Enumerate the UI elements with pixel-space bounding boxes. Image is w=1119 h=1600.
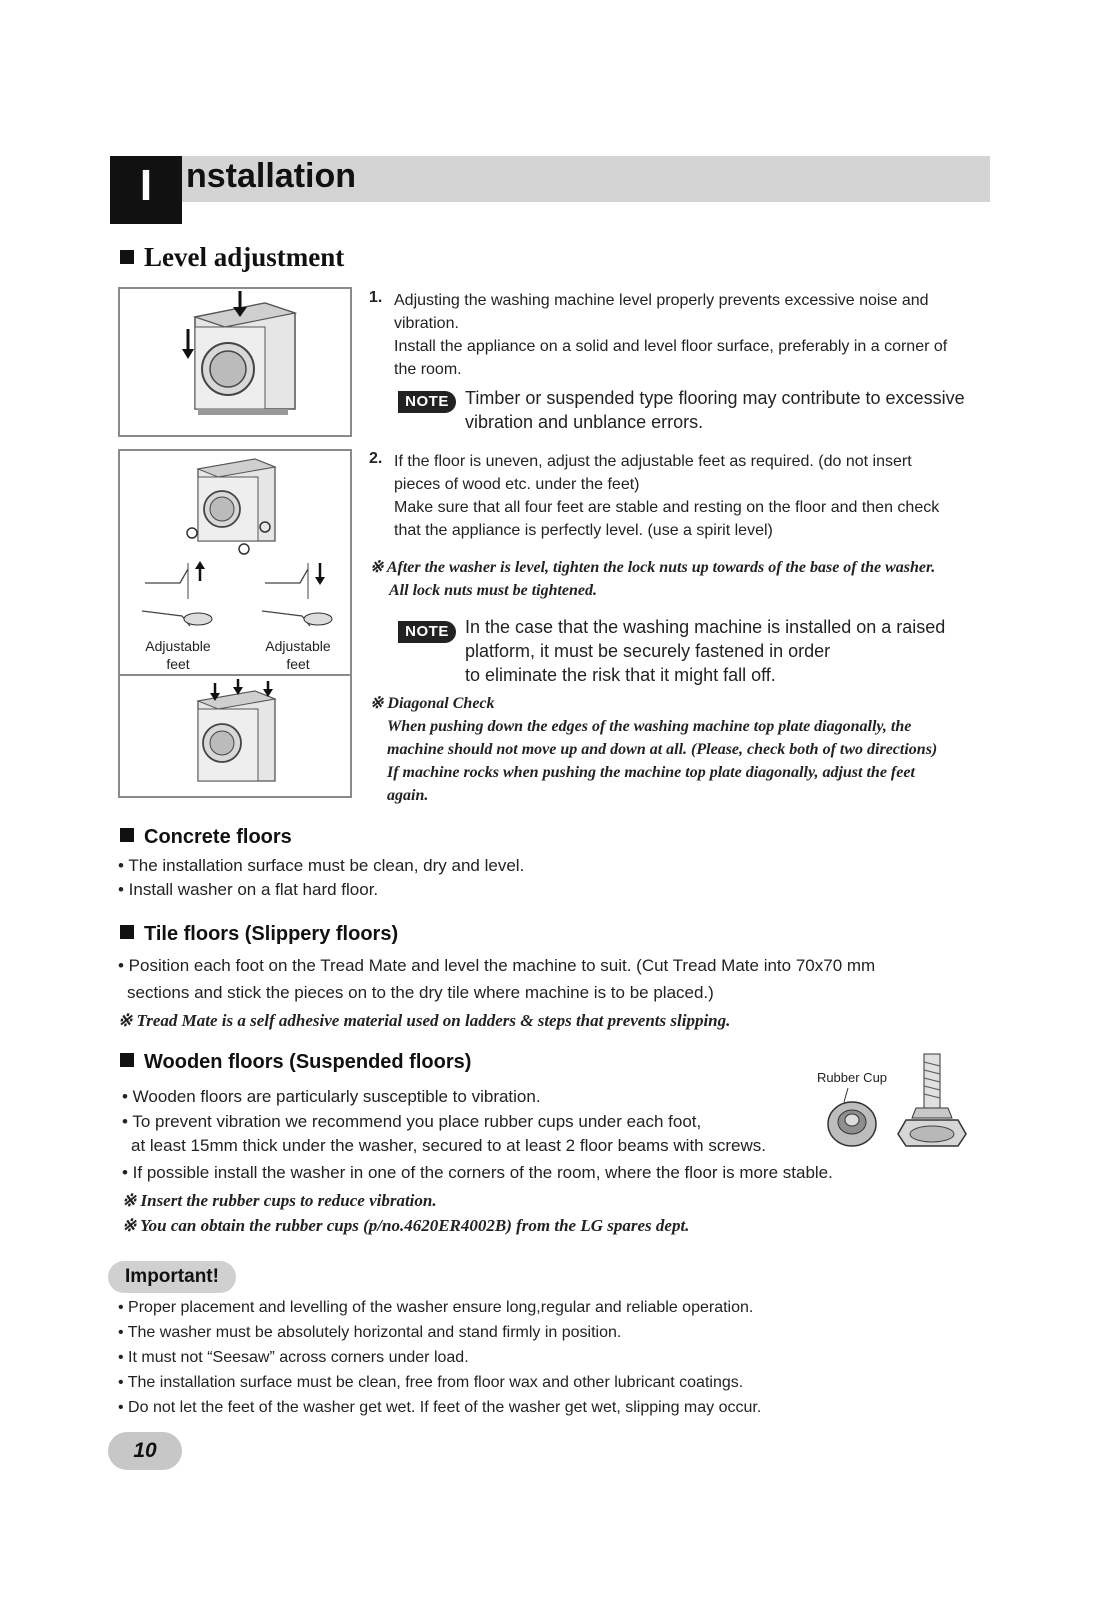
important-item: • It must not “Seesaw” across corners under load.: [118, 1349, 469, 1366]
note-badge: NOTE: [398, 391, 456, 413]
wooden-bullet-1: • Wooden floors are particularly susceptible to vibration.: [122, 1087, 541, 1106]
wooden-bullet-2: • To prevent vibration we recommend you place rubber cups under each foot,: [122, 1112, 702, 1131]
tile-bullet-1-cont: sections and stick the pieces on to the dry tile where machine is to be placed.): [127, 983, 714, 1002]
level-adjustment-heading: Level adjustment: [120, 242, 344, 273]
rubber-cups-note-2: ※ You can obtain the rubber cups (p/no.4620ER4002B) from the LG spares dept.: [122, 1216, 690, 1235]
header-initial-letter: I: [139, 161, 153, 210]
concrete-bullet-1: • The installation surface must be clean, dry and level.: [118, 856, 525, 875]
square-bullet-icon: [120, 828, 134, 842]
step-1-text: Adjusting the washing machine level properly prevents excessive noise and vibration. Install the appliance on a solid and level floor surface, preferably in a corner of the room.: [394, 292, 948, 378]
rubber-cup-illustration: [820, 1050, 970, 1160]
important-item: • The installation surface must be clean, free from floor wax and other lubricant coatings.: [118, 1374, 744, 1391]
wooden-bullet-2-cont: at least 15mm thick under the washer, secured to at least 2 floor beams with screws.: [131, 1136, 766, 1155]
concrete-bullet-2: • Install washer on a flat hard floor.: [118, 880, 379, 899]
square-bullet-icon: [120, 925, 134, 939]
note-2-text: In the case that the washing machine is installed on a raised platform, it must be securely fastened in order to eliminate the risk that it might fall off.: [465, 617, 946, 685]
important-item: • The washer must be absolutely horizontal and stand firmly in position.: [118, 1324, 622, 1341]
rubber-cup-label: Rubber Cup: [816, 1070, 888, 1085]
adjustable-feet-label-left: Adjustable feet: [145, 638, 211, 672]
step-2-text: If the floor is uneven, adjust the adjustable feet as required. (do not insert pieces of wood etc. under the feet) Make sure that all four feet are stable and resting on the floor and then check that the appliance is perfectly level. (use a spirit level): [394, 453, 940, 539]
wooden-floors-heading: Wooden floors (Suspended floors): [120, 1051, 471, 1074]
concrete-floors-heading: Concrete floors: [120, 826, 292, 849]
diagonal-check: ※ Diagonal Check When pushing down the edges of the washing machine top plate diagonally, the machine should not move up and down at all. (Please, check both of two directions) If machine rocks when pushing the machine top plate diagonally, adjust the feet again.: [370, 695, 938, 804]
tread-mate-note: ※ Tread Mate is a self adhesive material used on ladders & steps that prevents slipping.: [118, 1011, 731, 1030]
tile-bullet-1: • Position each foot on the Tread Mate and level the machine to suit. (Cut Tread Mate into 70x70 mm: [118, 956, 876, 975]
adjustable-feet-label-right: Adjustable feet: [265, 638, 331, 672]
page-number: 10: [108, 1432, 182, 1470]
note-1-text: Timber or suspended type flooring may contribute to excessive vibration and unblance errors.: [465, 388, 965, 432]
square-bullet-icon: [120, 250, 134, 264]
lock-nuts-note: ※ After the washer is level, tighten the lock nuts up towards of the base of the washer. All lock nuts must be tightened.: [370, 559, 936, 599]
wooden-bullet-3: • If possible install the washer in one of the corners of the room, where the floor is more stable.: [122, 1163, 833, 1182]
figure-level-top: [118, 287, 352, 437]
washer-level-illustration: [120, 289, 350, 435]
important-item: • Do not let the feet of the washer get wet. If feet of the washer get wet, slipping may occur.: [118, 1399, 762, 1416]
note-badge-2: NOTE: [398, 621, 456, 643]
tile-floors-heading: Tile floors (Slippery floors): [120, 923, 398, 946]
adjustable-feet-illustration: [120, 451, 350, 796]
step-1-number: 1.: [369, 289, 383, 306]
important-badge: Important!: [108, 1261, 236, 1293]
square-bullet-icon: [120, 1053, 134, 1067]
step-2-number: 2.: [369, 450, 383, 467]
page-title: nstallation: [186, 157, 357, 195]
rubber-cups-note-1: ※ Insert the rubber cups to reduce vibration.: [122, 1191, 437, 1210]
important-item: • Proper placement and levelling of the washer ensure long,regular and reliable operation.: [118, 1299, 754, 1316]
figure-adjustable-feet: [118, 449, 352, 798]
